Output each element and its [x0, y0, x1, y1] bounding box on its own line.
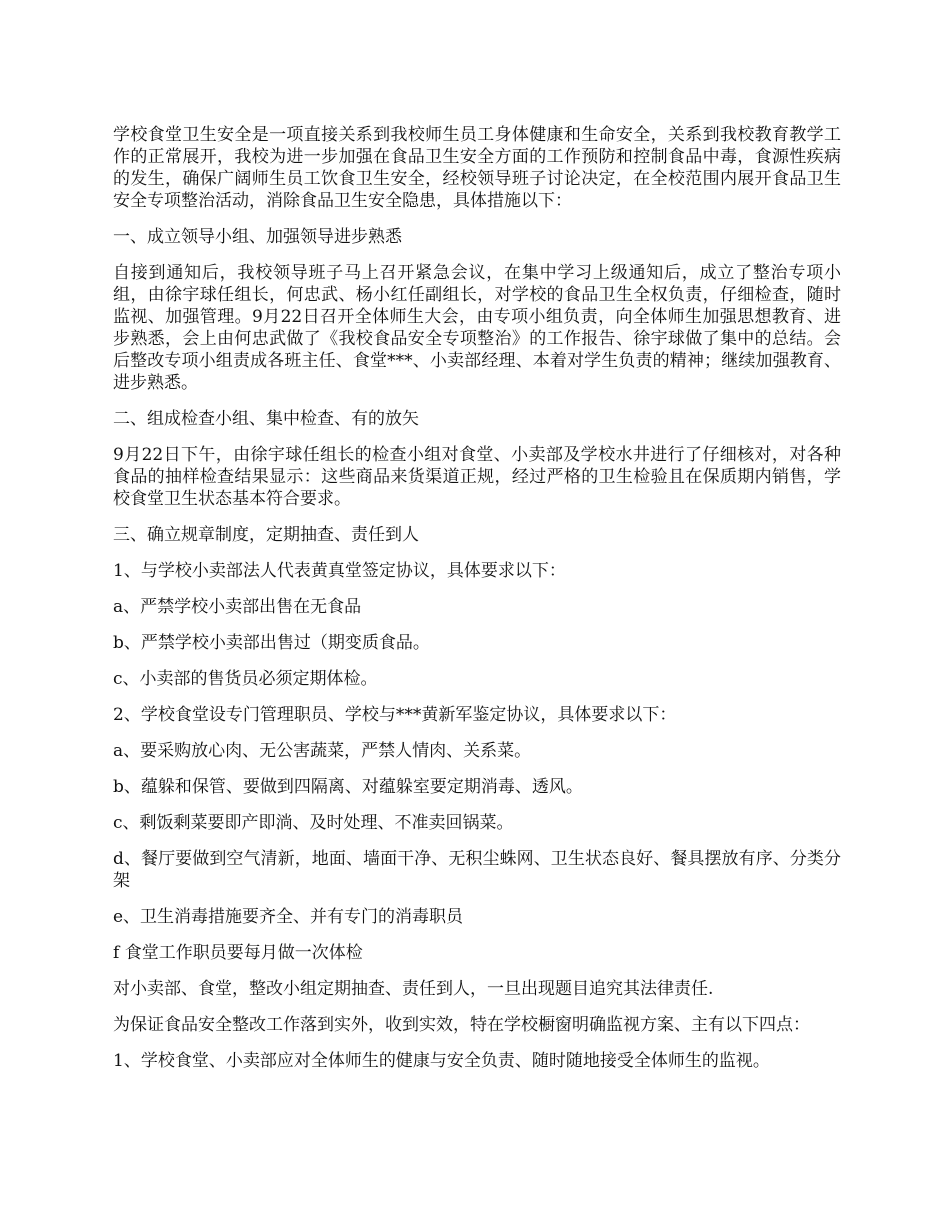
rule-2-item-b: b、蕴躲和保管、要做到四隔离、对蕴躲室要定期消毒、透风。 — [113, 777, 583, 797]
section-heading-2: 二、组成检查小组、集中检查、有的放矢 — [113, 409, 419, 429]
rule-2-item-e: e、卫生消毒措施要齐全、并有专门的消毒职员 — [113, 907, 464, 927]
rule-2-item-d: d、餐厅要做到空气清新，地面、墙面干净、无积尘蛛网、卫生状态良好、餐具摆放有序、分类分架 — [113, 849, 841, 891]
section-heading-1: 一、成立领导小组、加强领导进步熟悉 — [113, 227, 402, 247]
responsibility-paragraph: 对小卖部、食堂，整改小组定期抽查、责任到人，一旦出现题目追究其法律责任. — [113, 979, 714, 999]
section-2-paragraph: 9月22日下午，由徐宇球任组长的检查小组对食堂、小卖部及学校水井进行了仔细核对，对各种食品的抽样检查结果显示：这些商品来货渠道正规，经过严格的卫生检验且在保质期内销售，学校食堂卫生状态基本符合要求。 — [113, 445, 841, 509]
rule-2-item-a: a、要采购放心肉、无公害蔬菜，严禁人情肉、关系菜。 — [113, 741, 532, 761]
rule-1-item-c: c、小卖部的售货员必须定期体检。 — [113, 669, 378, 689]
rule-2-heading: 2、学校食堂设专门管理职员、学校与***黄新军鉴定协议，具体要求以下： — [113, 705, 677, 725]
section-heading-3: 三、确立规章制度，定期抽查、责任到人 — [113, 525, 419, 545]
supervision-intro-paragraph: 为保证食品安全整改工作落到实外，收到实效，特在学校橱窗明确监视方案、主有以下四点： — [113, 1015, 810, 1035]
section-1-paragraph: 自接到通知后，我校领导班子马上召开紧急会议，在集中学习上级通知后，成立了整治专项小组，由徐宇球任组长，何忠武、杨小红任副组长，对学校的食品卫生全权负责，仔细检查，随时监视、加强管理。9月22日召开全体师生大会，由专项小组负责，向全体师生加强思想教育、进步熟悉，会上由何忠武做了《我校食品安全专项整治》的工作报告、徐宇球做了集中的总结。会后整改专项小组责成各班主任、食堂***、小卖部经理、本着对学生负责的精神；继续加强教育、进步熟悉。 — [113, 263, 841, 393]
rule-2-item-f: f 食堂工作职员要每月做一次体检 — [113, 943, 363, 963]
supervision-point-1: 1、学校食堂、小卖部应对全体师生的健康与安全负责、随时随地接受全体师生的监视。 — [113, 1051, 770, 1071]
rule-2-item-c: c、剩饭剩菜要即产即淌、及时处理、不准卖回锅菜。 — [113, 813, 514, 833]
rule-1-heading: 1、与学校小卖部法人代表黄真堂签定协议，具体要求以下： — [113, 561, 566, 581]
rule-1-item-b: b、严禁学校小卖部出售过（期变质食品。 — [113, 633, 430, 653]
document-body — [113, 124, 841, 1086]
intro-paragraph: 学校食堂卫生安全是一项直接关系到我校师生员工身体健康和生命安全，关系到我校教育教学工作的正常展开，我校为进一步加强在食品卫生安全方面的工作预防和控制食品中毒，食源性疾病的发生，确保广阔师生员工饮食卫生安全，经校领导班子讨论决定，在全校范围内展开食品卫生安全专项整治活动，消除食品卫生安全隐患，具体措施以下： — [113, 125, 841, 211]
rule-1-item-a: a、严禁学校小卖部出售在无食品 — [113, 597, 362, 617]
